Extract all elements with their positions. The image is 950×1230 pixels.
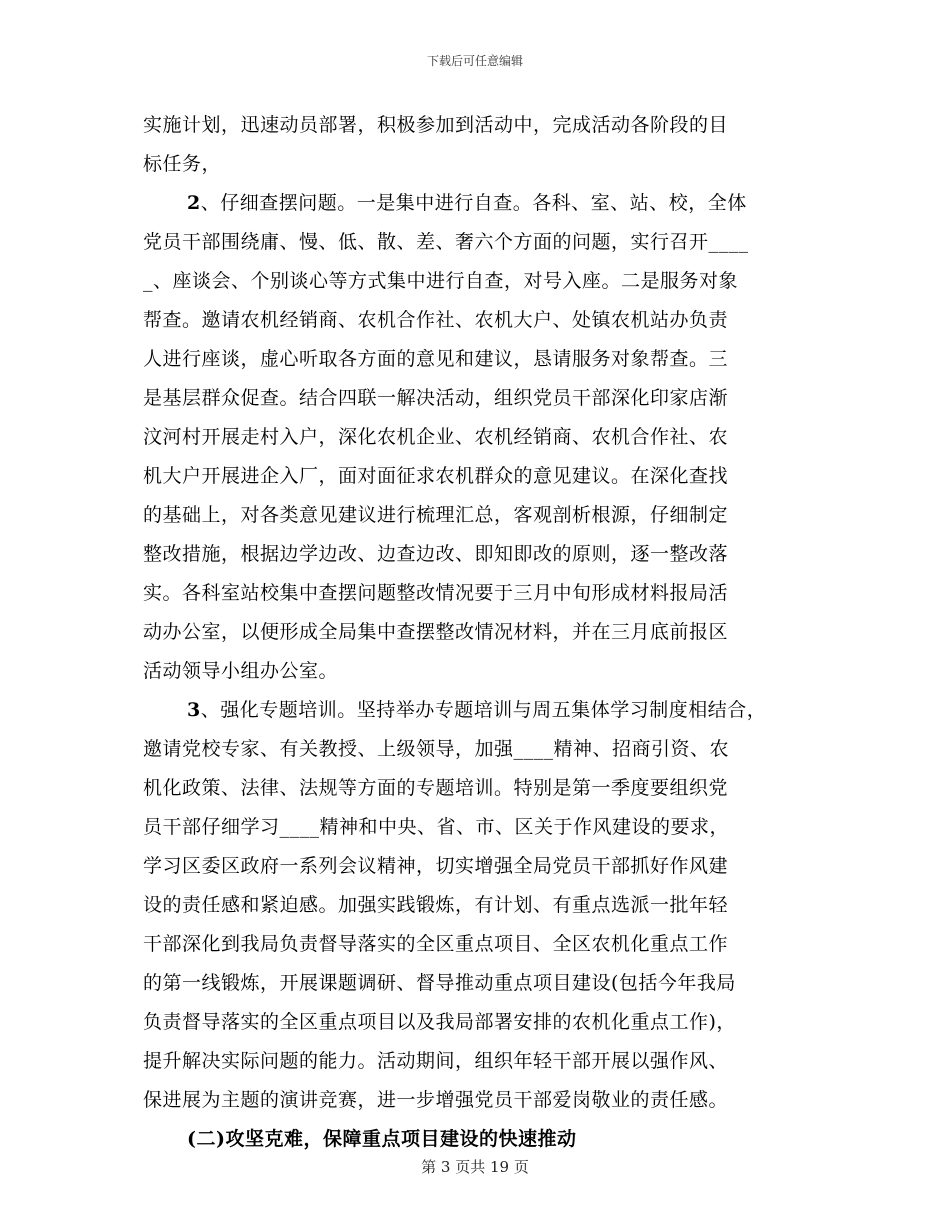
- paragraph-line: [143, 535, 823, 574]
- paragraph-line: [143, 301, 823, 340]
- line-text: 标任务，: [143, 153, 222, 175]
- paragraph-line: [143, 457, 823, 496]
- paragraph-line: [143, 691, 823, 730]
- paragraph-line: [143, 886, 823, 925]
- paragraph-line: [143, 340, 823, 379]
- line-text: 、强化专题培训。坚持举办专题培训与周五集体学习制度相结合，: [200, 699, 767, 721]
- line-text: 活动领导小组办公室。: [143, 660, 339, 682]
- paragraph-line: [143, 223, 823, 262]
- paragraph-line: [143, 145, 823, 184]
- line-text: 干部深化到我局负责督导落实的全区重点项目、全区农机化重点工作: [143, 933, 729, 955]
- paragraph-line: [143, 184, 823, 223]
- paragraph-line: [143, 964, 823, 1003]
- line-text: 是基层群众促查。结合四联一解决活动，组织党员干部深化印家店渐: [143, 387, 729, 409]
- paragraph-line: [143, 613, 823, 652]
- paragraph-line: [143, 730, 823, 769]
- line-text: 机大户开展进企入厂，面对面征求农机群众的意见建议。在深化查找: [143, 465, 729, 487]
- line-text: 整改措施，根据边学边改、边查边改、即知即改的原则，逐一整改落: [143, 543, 729, 565]
- line-text: 的第一线锻炼，开展课题调研、督导推动重点项目建设(包括今年我局: [143, 972, 736, 994]
- line-text: 的基础上，对各类意见建议进行梳理汇总，客观剖析根源，仔细制定: [143, 504, 729, 526]
- paragraph-line: [143, 925, 823, 964]
- paragraph-line: [143, 574, 823, 613]
- paragraph-line: [143, 262, 823, 301]
- line-text: 负责督导落实的全区重点项目以及我局部署安排的农机化重点工作)，: [143, 1011, 736, 1033]
- paragraph-line: [143, 1042, 823, 1081]
- paragraph-line: [143, 1003, 823, 1042]
- item-number: 2: [187, 192, 201, 214]
- line-text: 动办公室，以便形成全局集中查摆整改情况材料，并在三月底前报区: [143, 621, 729, 643]
- line-text: 机化政策、法律、法规等方面的专题培训。特别是第一季度要组织党: [143, 777, 729, 799]
- paragraph-line: [143, 106, 823, 145]
- line-text: 员干部仔细学习____精神和中央、省、市、区关于作风建设的要求，: [143, 816, 730, 838]
- section-heading: [143, 1120, 823, 1159]
- paragraph-line: [143, 769, 823, 808]
- line-text: (二)攻坚克难，保障重点项目建设的快速推动: [187, 1128, 577, 1150]
- line-text: 、仔细查摆问题。一是集中进行自查。各科、室、站、校，全体: [200, 192, 747, 214]
- line-text: _、座谈会、个别谈心等方式集中进行自查，对号入座。二是服务对象: [143, 270, 739, 292]
- line-text: 邀请党校专家、有关教授、上级领导，加强____精神、招商引资、农: [143, 738, 730, 760]
- paragraph-line: [143, 652, 823, 691]
- page-header: 下载后可任意编辑: [426, 54, 523, 68]
- paragraph-line: [143, 808, 823, 847]
- line-text: 汶河村开展走村入户，深化农机企业、农机经销商、农机合作社、农: [143, 426, 729, 448]
- page-footer: 第 3 页共 19 页: [421, 1158, 529, 1176]
- line-text: 人进行座谈，虚心听取各方面的意见和建议，恳请服务对象帮查。三: [143, 348, 729, 370]
- paragraph-line: [143, 1081, 823, 1120]
- paragraph-line: [143, 496, 823, 535]
- line-text: 帮查。邀请农机经销商、农机合作社、农机大户、处镇农机站办负责: [143, 309, 729, 331]
- line-text: 学习区委区政府一系列会议精神，切实增强全局党员干部抓好作风建: [143, 855, 729, 877]
- item-number: 3: [187, 699, 201, 721]
- line-text: 设的责任感和紧迫感。加强实践锻炼，有计划、有重点选派一批年轻: [143, 894, 729, 916]
- paragraph-line: [143, 418, 823, 457]
- paragraph-line: [143, 847, 823, 886]
- line-text: 实。各科室站校集中查摆问题整改情况要于三月中旬形成材料报局活: [143, 582, 729, 604]
- document-body: [143, 106, 823, 1159]
- line-text: 提升解决实际问题的能力。活动期间，组织年轻干部开展以强作风、: [143, 1050, 729, 1072]
- paragraph-line: [143, 379, 823, 418]
- line-text: 保进展为主题的演讲竞赛，进一步增强党员干部爱岗敬业的责任感。: [143, 1089, 729, 1111]
- line-text: 实施计划，迅速动员部署，积极参加到活动中，完成活动各阶段的目: [143, 114, 729, 136]
- line-text: 党员干部围绕庸、慢、低、散、差、奢六个方面的问题，实行召开____: [143, 231, 749, 253]
